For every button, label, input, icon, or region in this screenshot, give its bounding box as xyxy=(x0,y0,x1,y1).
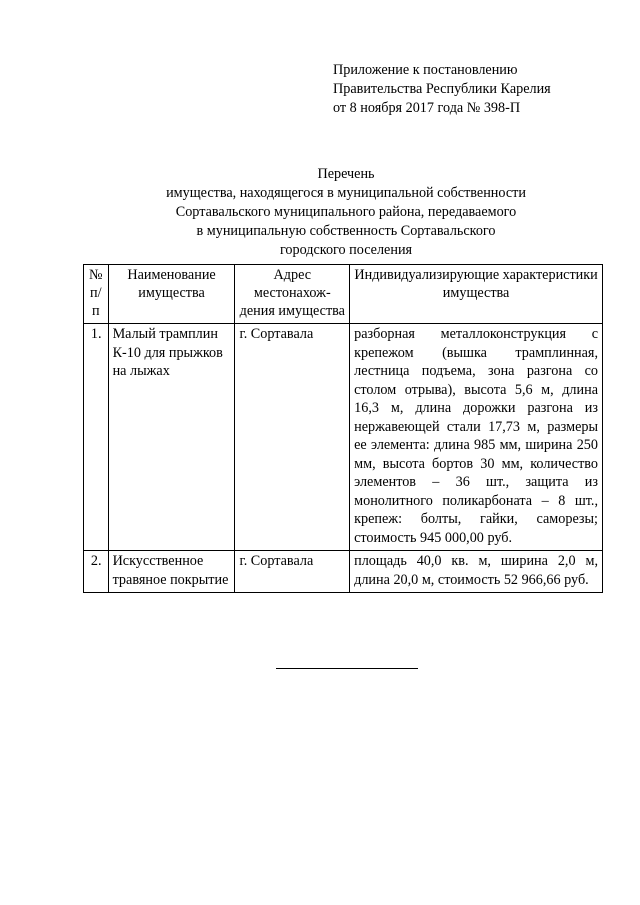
property-table xyxy=(83,264,603,593)
table-row xyxy=(84,324,603,551)
row-name: Малый трамплин К-10 для прыжков на лыжах xyxy=(108,324,235,551)
row-number: 1. xyxy=(84,324,109,551)
header-characteristics: Индивидуализирующие характеристики имущества xyxy=(350,265,603,324)
row-number: 2. xyxy=(84,551,109,593)
row-address: г. Сортавала xyxy=(235,551,350,593)
title-line-3: Сортавальского муниципального района, передаваемого xyxy=(175,204,517,220)
table-header-row xyxy=(84,265,603,324)
appendix-reference xyxy=(333,61,623,118)
row-address: г. Сортавала xyxy=(235,324,350,551)
title-line-1: Перечень xyxy=(317,166,375,182)
header-name: Наименование имущества xyxy=(108,265,235,324)
title-line-4: в муниципальную собственность Сортавальского xyxy=(196,223,496,239)
appendix-line-3: от 8 ноября 2017 года № 398-П xyxy=(333,100,521,116)
table-row xyxy=(84,551,603,593)
title-line-2: имущества, находящегося в муниципальной собственности xyxy=(166,185,526,201)
header-address: Адрес местонахож-дения имущества xyxy=(235,265,350,324)
document-title xyxy=(100,165,592,260)
appendix-line-1: Приложение к постановлению xyxy=(333,62,518,78)
row-characteristics: площадь 40,0 кв. м, ширина 2,0 м, длина 20,0 м, стоимость 52 966,66 руб. xyxy=(350,551,603,593)
row-name: Искусственное травяное покрытие xyxy=(108,551,235,593)
appendix-line-2: Правительства Республики Карелия xyxy=(333,81,551,97)
separator-line xyxy=(276,668,418,669)
title-line-5: городского поселения xyxy=(279,242,413,258)
row-characteristics: разборная металлоконструкция с крепежом (вышка трамплинная, лестница подъема, зона разгона со столом отрыва), высота 5,6 м, длина 16,3 м, длина дорожки разгона из нержавеющей стали 17,73 м, размеры ее элемента: длина 985 мм, ширина 250 мм, высота бортов 30 мм, количество элементов – 36 шт., защита из монолитного поликарбоната – 8 шт., крепеж: болты, гайки, саморезы; стоимость 945 000,00 руб. xyxy=(350,324,603,551)
header-number: № п/п xyxy=(84,265,109,324)
